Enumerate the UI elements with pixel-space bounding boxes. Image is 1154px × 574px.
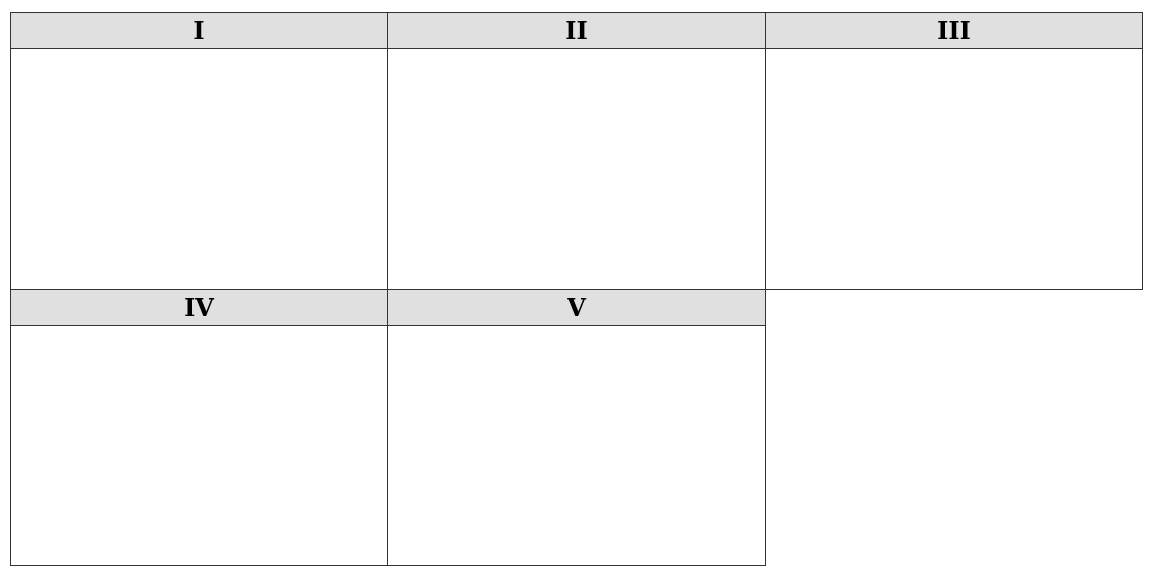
panel-iv bbox=[10, 289, 388, 566]
panel-iv-body bbox=[11, 326, 387, 565]
panel-ii-body bbox=[388, 49, 765, 289]
panel-i bbox=[10, 12, 388, 290]
panel-iv-header: IV bbox=[11, 290, 387, 326]
panel-i-body bbox=[11, 49, 387, 289]
panel-i-header: I bbox=[11, 13, 387, 49]
panel-v-body bbox=[388, 326, 765, 565]
panel-ii-header: II bbox=[388, 13, 765, 49]
panel-ii bbox=[387, 12, 766, 290]
panel-v-header: V bbox=[388, 290, 765, 326]
panel-iii-header: III bbox=[766, 13, 1142, 49]
panel-iii-body bbox=[766, 49, 1142, 289]
panel-v bbox=[387, 289, 766, 566]
panel-iii bbox=[765, 12, 1143, 290]
